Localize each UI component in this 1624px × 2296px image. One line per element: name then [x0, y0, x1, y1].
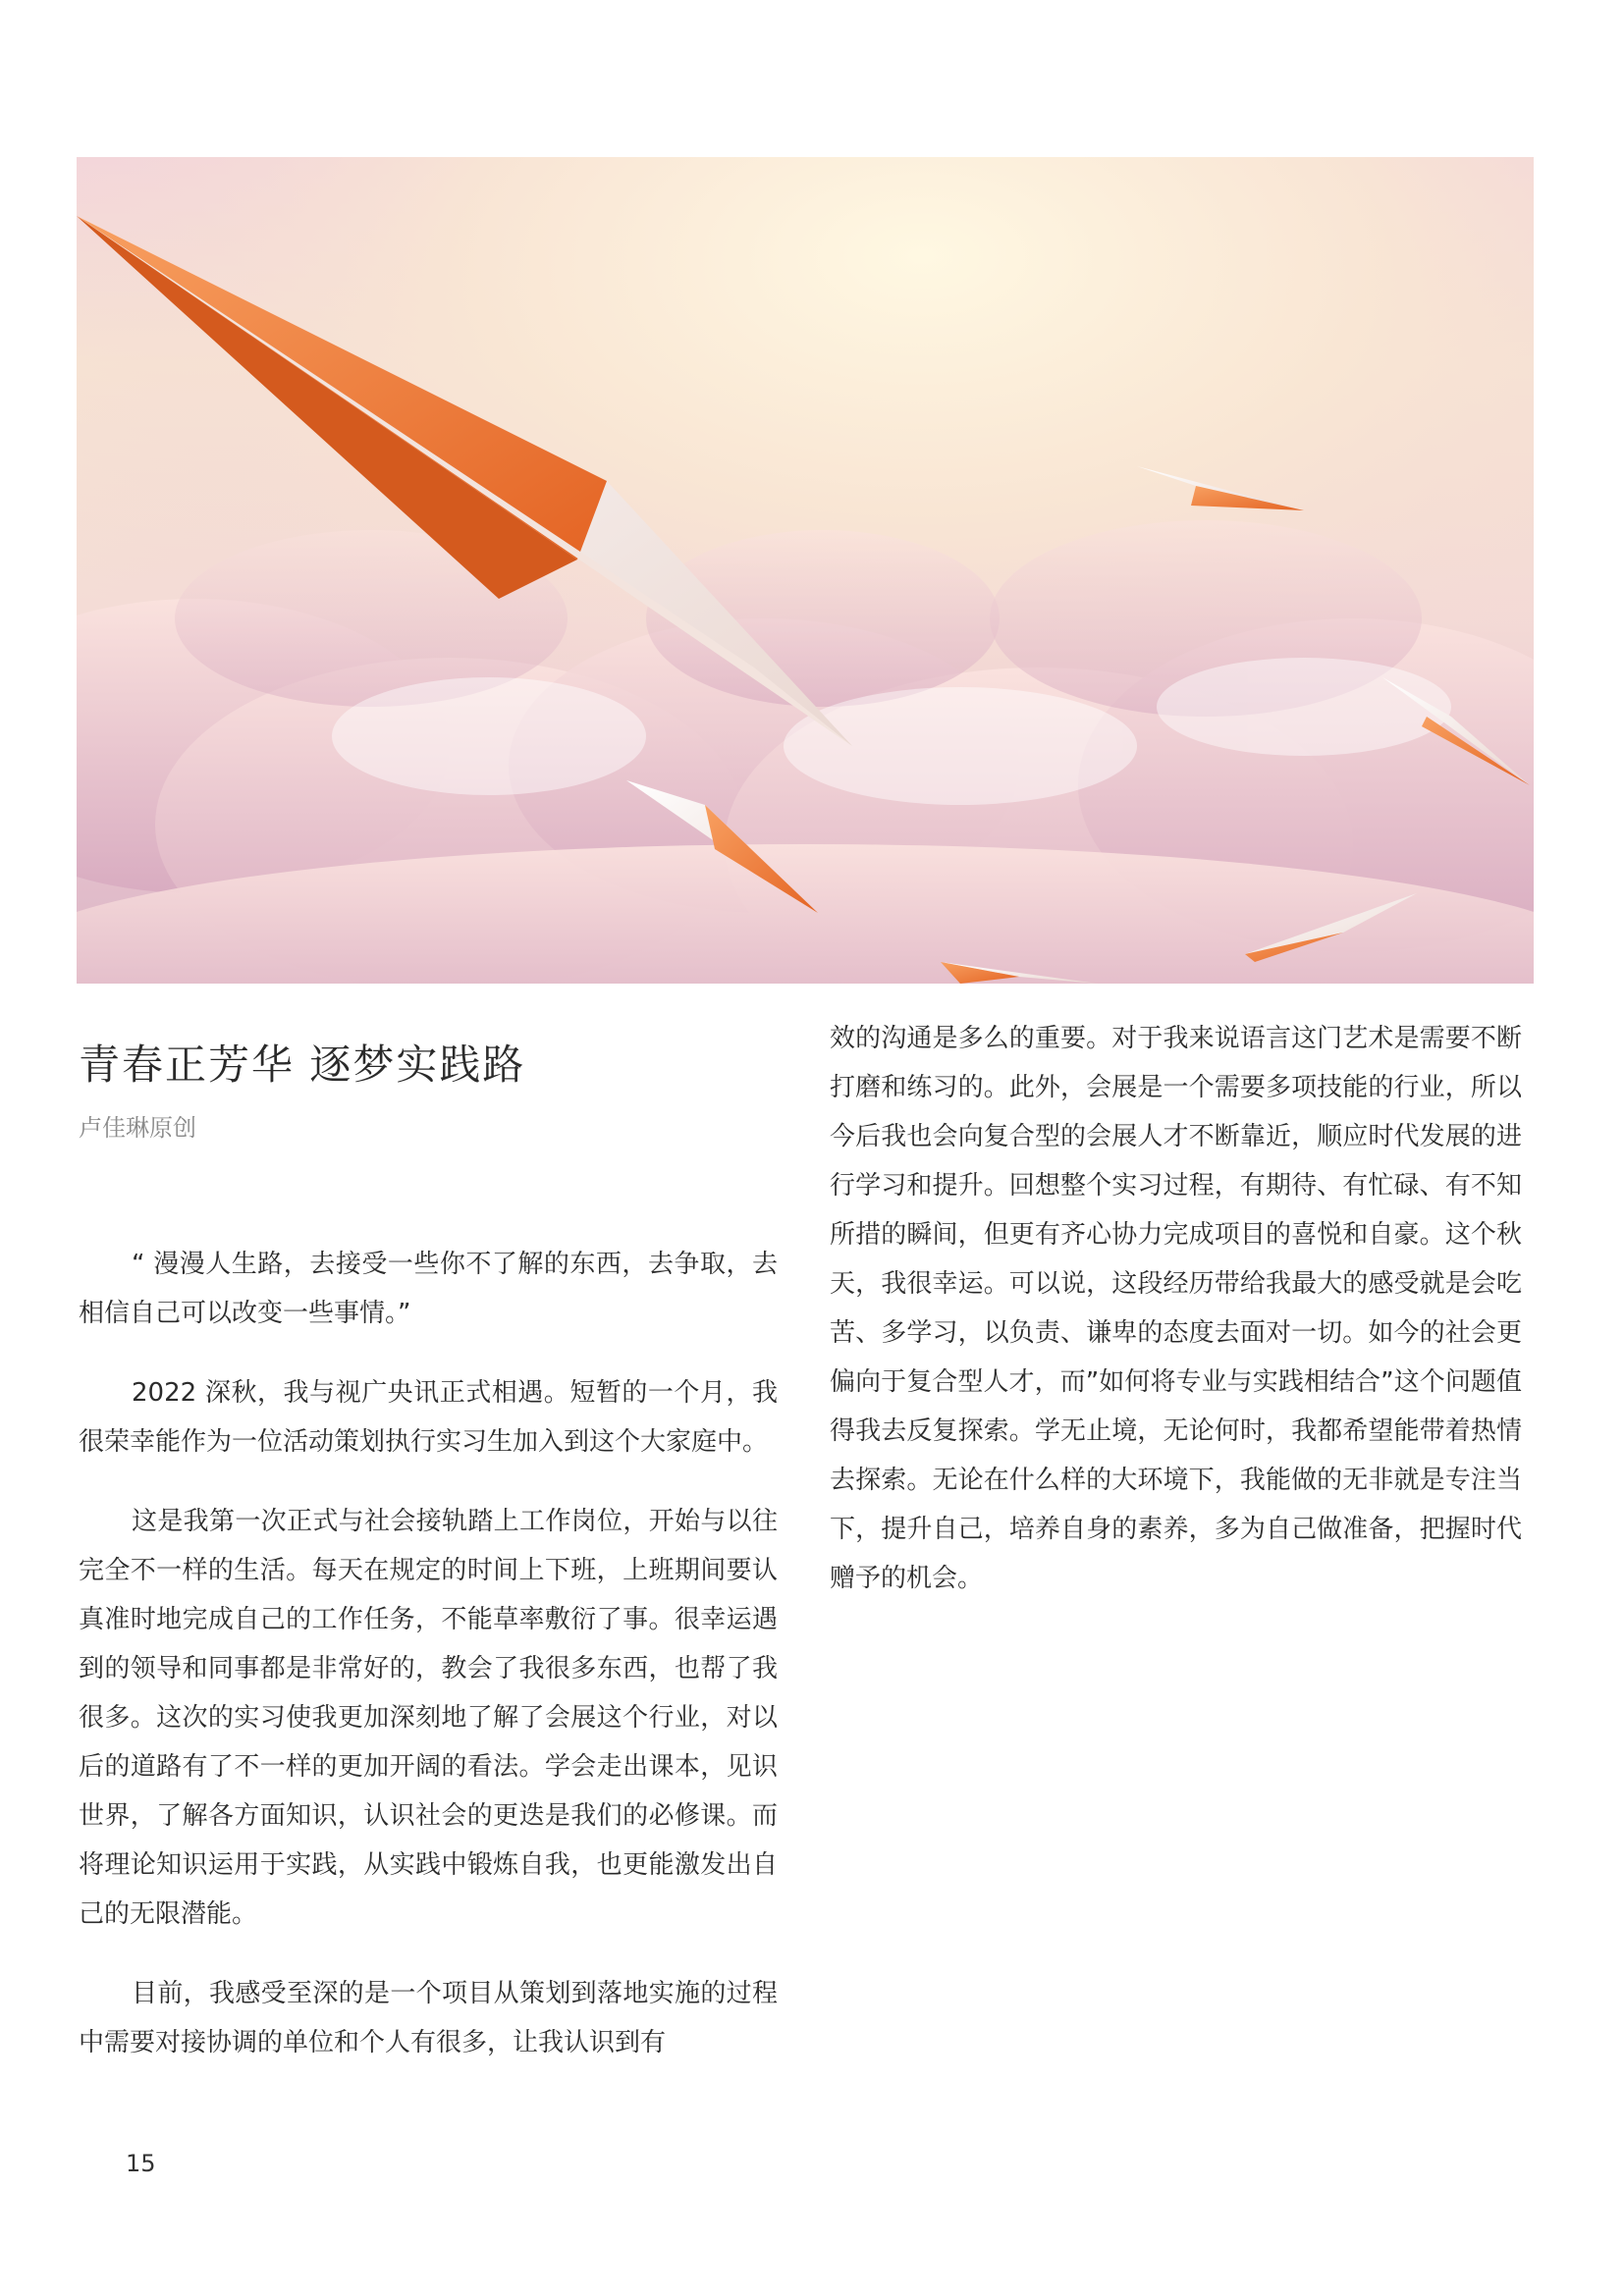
paper-planes-illustration [77, 157, 1534, 984]
hero-image [77, 157, 1534, 984]
paragraph: 目前，我感受至深的是一个项目从策划到落地实施的过程中需要对接协调的单位和个人有很多，让我认识到有 [79, 1979, 778, 2057]
paragraph: 这是我第一次正式与社会接轨踏上工作岗位，开始与以往完全不一样的生活。每天在规定的时间上下班，上班期间要认真准时地完成自己的工作任务，不能草率敷衍了事。很幸运遇到的领导和同事都是非常好的，教会了我很多东西，也帮了我很多。这次的实习使我更加深刻地了解了会展这个行业，对以后的道路有了不一样的更加开阔的看法。学会走出课本，见识世界，了解各方面知识，认识社会的更迭是我们的必修课。而将理论知识运用于实践，从实践中锻炼自我，也更能激发出自己的无限潜能。 [79, 1507, 778, 1929]
article-column-left [79, 1240, 778, 2098]
article-author: 卢佳琳原创 [79, 1114, 196, 1142]
article-column-right [830, 1014, 1522, 1633]
paragraph: 效的沟通是多么的重要。对于我来说语言这门艺术是需要不断打磨和练习的。此外，会展是一个需要多项技能的行业，所以今后我也会向复合型的会展人才不断靠近，顺应时代发展的进行学习和提升。回想整个实习过程，有期待、有忙碌、有不知所措的瞬间，但更有齐心协力完成项目的喜悦和自豪。这个秋天，我很幸运。可以说，这段经历带给我最大的感受就是会吃苦、多学习，以负责、谦卑的态度去面对一切。如今的社会更偏向于复合型人才，而”如何将专业与实践相结合”这个问题值得我去反复探索。学无止境，无论何时，我都希望能带着热情去探索。无论在什么样的大环境下，我能做的无非就是专注当下，提升自己，培养自身的素养，多为自己做准备，把握时代赠予的机会。 [830, 1024, 1522, 1593]
paragraph: 2022 深秋，我与视广央讯正式相遇。短暂的一个月，我很荣幸能作为一位活动策划执行实习生加入到这个大家庭中。 [79, 1378, 778, 1457]
paragraph: “ 漫漫人生路，去接受一些你不了解的东西，去争取，去相信自己可以改变一些事情。” [79, 1250, 778, 1328]
article-title: 青春正芳华 逐梦实践路 [79, 1041, 526, 1089]
page-number: 15 [126, 2150, 156, 2177]
